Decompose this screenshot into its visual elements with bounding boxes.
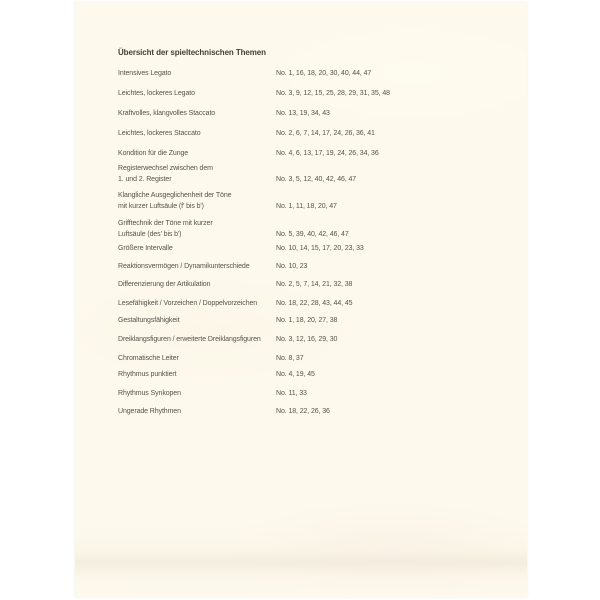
toc-row <box>118 68 498 79</box>
toc-row <box>118 148 498 159</box>
toc-row <box>118 163 498 185</box>
toc-row <box>118 108 498 119</box>
toc-numbers: No. 10, 23 <box>276 263 308 270</box>
toc-numbers: No. 18, 22, 28, 43, 44, 45 <box>276 300 353 307</box>
toc-topic-line: Intensives Legato <box>118 70 172 77</box>
toc-topic-line: Gestaltungsfähigkeit <box>118 317 180 324</box>
toc-topic-line: 1. und 2. Register <box>118 176 172 183</box>
toc-topic-line: Chromatische Leiter <box>118 355 179 362</box>
toc-topic-line: Lesefähigkeit / Vorzeichen / Doppelvorzeichen <box>118 300 258 307</box>
toc-topic-line: Dreiklangsfiguren / erweiterte Dreiklangsfiguren <box>118 336 261 343</box>
toc-row <box>118 298 498 309</box>
toc-numbers: No. 2, 5, 7, 14, 21, 32, 38 <box>276 281 353 288</box>
toc-row <box>118 190 498 212</box>
toc-row <box>118 334 498 345</box>
toc-row <box>118 128 498 139</box>
toc-topic <box>118 388 498 399</box>
toc-topic-line: Kondition für die Zunge <box>118 150 189 157</box>
toc-row <box>118 243 498 254</box>
toc-topic-line: Ungerade Rhythmen <box>118 408 181 415</box>
toc-topic <box>118 261 498 272</box>
toc-numbers: No. 5, 39, 40, 42, 46, 47 <box>276 231 349 238</box>
toc-numbers: No. 4, 6, 13, 17, 19, 24, 26, 34, 36 <box>276 150 379 157</box>
toc-topic-line: Rhythmus punktiert <box>118 371 177 378</box>
toc-numbers: No. 3, 5, 12, 40, 42, 46, 47 <box>276 176 357 183</box>
toc-numbers: No. 10, 14, 15, 17, 20, 23, 33 <box>276 245 364 252</box>
toc-numbers: No. 3, 12, 16, 29, 30 <box>276 336 338 343</box>
toc-numbers: No. 18, 22, 26, 36 <box>276 408 330 415</box>
toc-topic-line: Reaktionsvermögen / Dynamikunterschiede <box>118 263 250 270</box>
toc-topic-line: Größere Intervalle <box>118 245 173 252</box>
toc-row <box>118 315 498 326</box>
toc-row <box>118 353 498 364</box>
toc-row <box>118 218 498 240</box>
toc-row <box>118 388 498 399</box>
toc-numbers: No. 4, 19, 45 <box>276 371 315 378</box>
toc-topic-line: Grifftechnik der Töne mit kurzer <box>118 220 213 227</box>
toc-topic <box>118 353 498 364</box>
toc-topic-line: mit kurzer Luftsäule (f' bis b') <box>118 203 204 210</box>
toc-numbers: No. 8, 37 <box>276 355 304 362</box>
toc-row <box>118 279 498 290</box>
page-title: Übersicht der spieltechnischen Themen <box>118 48 266 57</box>
toc-numbers: No. 3, 9, 12, 15, 25, 28, 29, 31, 35, 48 <box>276 90 390 97</box>
toc-numbers: No. 1, 18, 20, 27, 38 <box>276 317 338 324</box>
toc-numbers: No. 2, 6, 7, 14, 17, 24, 26, 36, 41 <box>276 130 375 137</box>
toc-topic-line: Leichtes, lockeres Staccato <box>118 130 201 137</box>
toc-topic-line: Leichtes, lockeres Legato <box>118 90 195 97</box>
toc-row <box>118 88 498 99</box>
toc-topic-line: Luftsäule (des' bis b') <box>118 231 182 238</box>
toc-numbers: No. 13, 19, 34, 43 <box>276 110 330 117</box>
toc-row <box>118 406 498 417</box>
toc-numbers: No. 11, 33 <box>276 390 307 397</box>
toc-topic-line: Registerwechsel zwischen dem <box>118 165 213 172</box>
toc-row <box>118 261 498 272</box>
toc-topic-line: Klangliche Ausgeglichenheit der Töne <box>118 192 232 199</box>
toc-topic-line: Differenzierung der Artikulation <box>118 281 211 288</box>
toc-numbers: No. 1, 16, 18, 20, 30, 40, 44, 47 <box>276 70 372 77</box>
toc-topic-line: Rhythmus Synkopen <box>118 390 181 397</box>
book-page <box>75 2 527 597</box>
toc-numbers: No. 1, 11, 18, 20, 47 <box>276 203 337 210</box>
toc-row <box>118 369 498 380</box>
toc-topic-line: Kraftvolles, klangvolles Staccato <box>118 110 216 117</box>
